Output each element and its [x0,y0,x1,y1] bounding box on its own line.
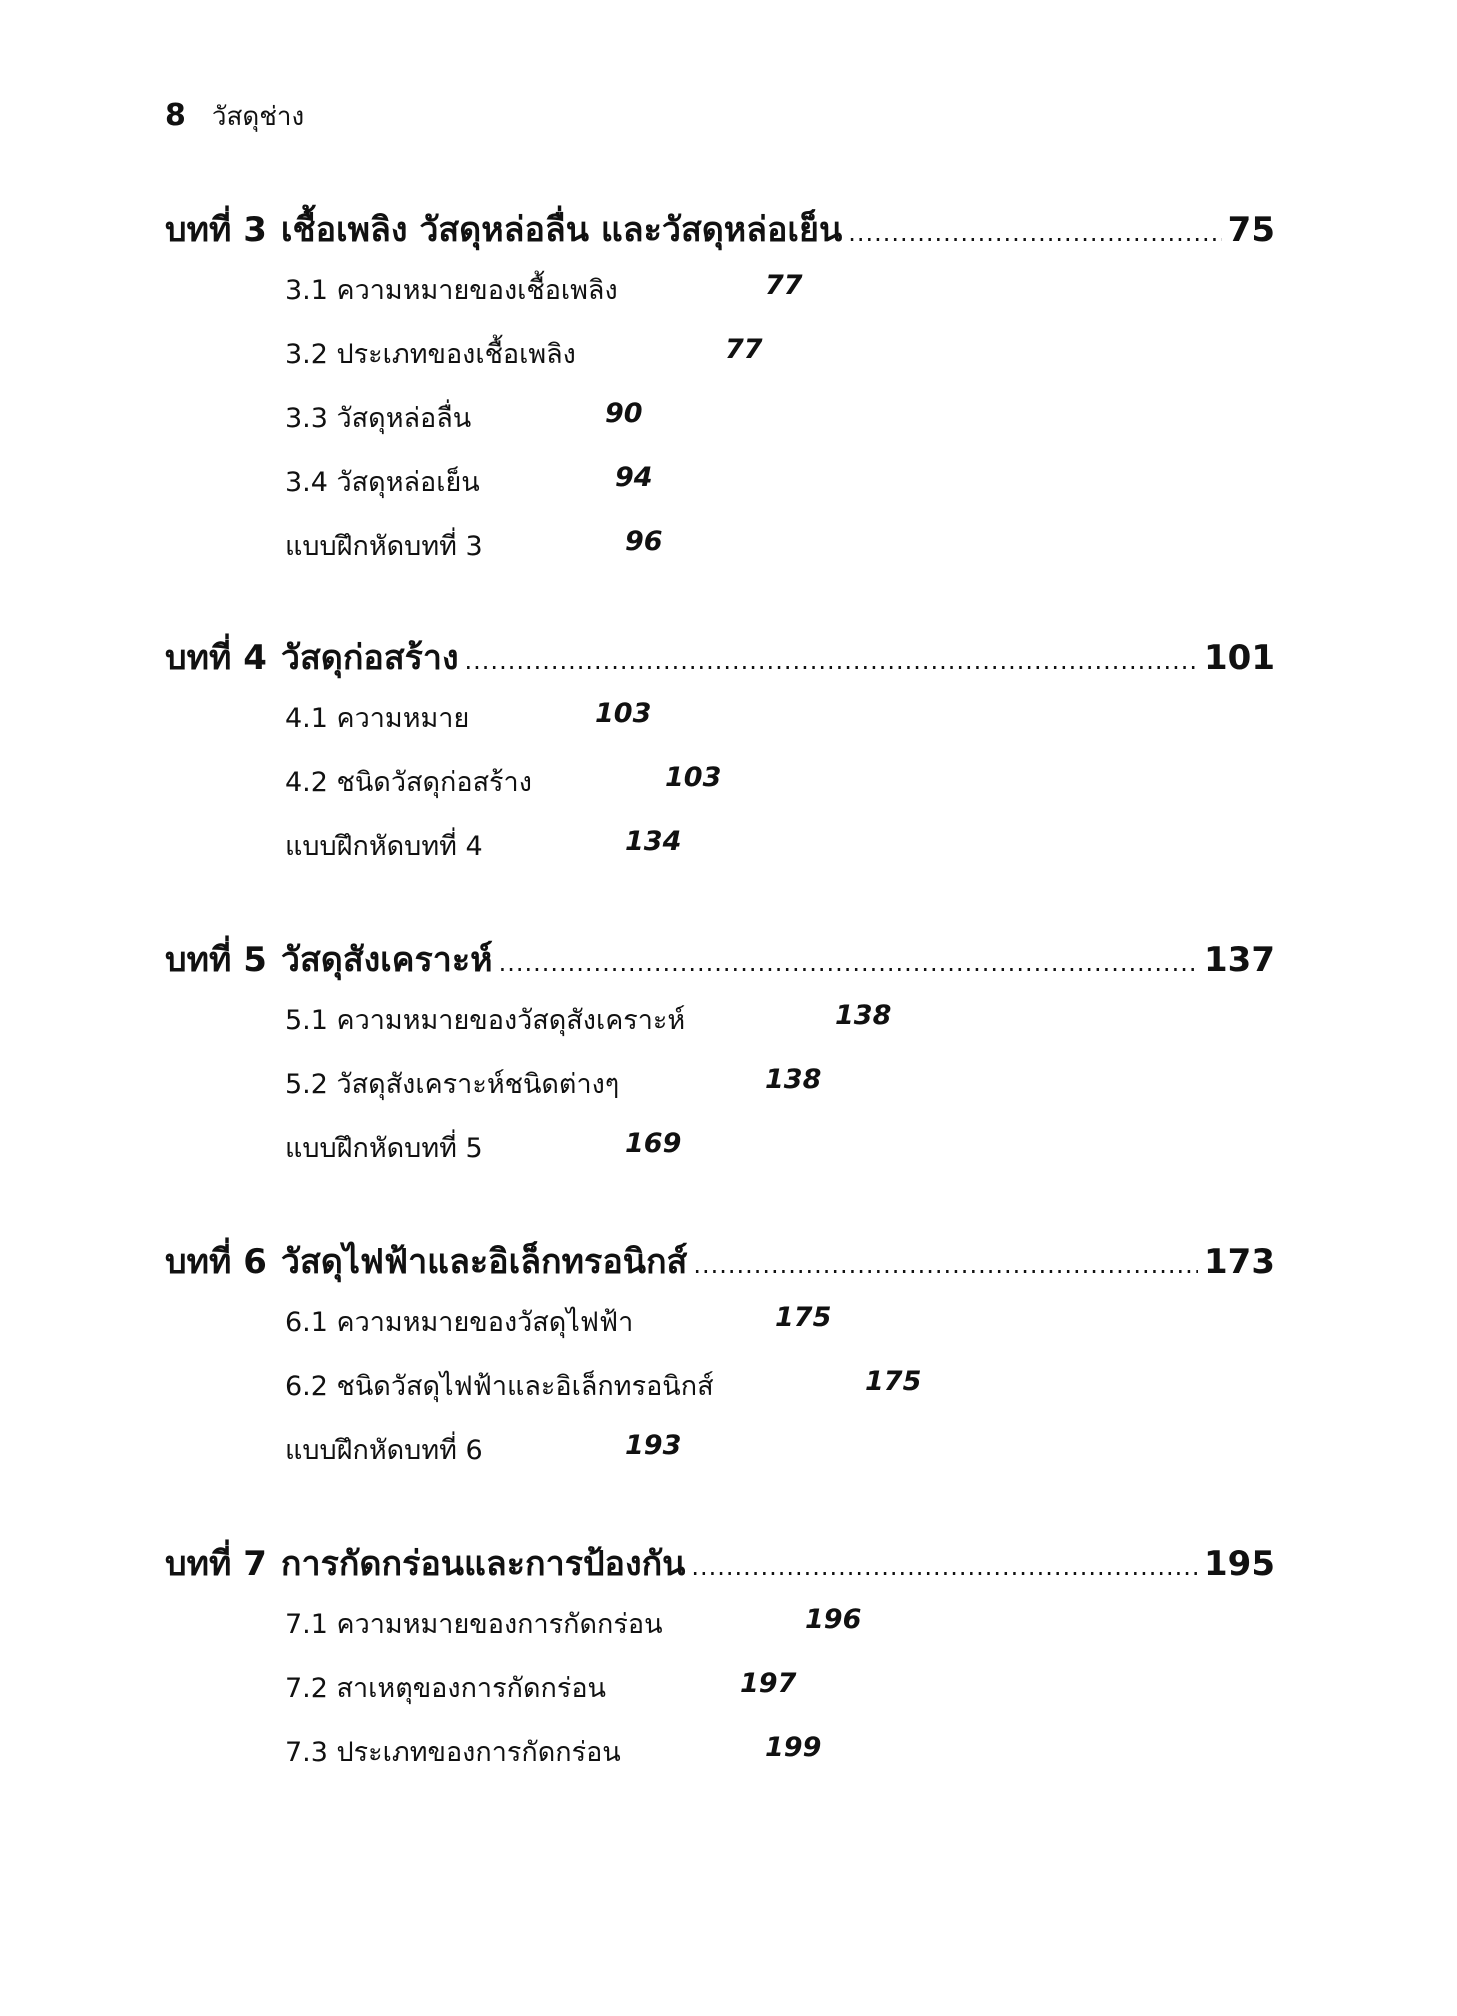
book-title: วัสดุช่าง [211,102,305,132]
chapter-heading[interactable] [165,940,1275,980]
entry-label: แบบฝึกหัดบทที่ 3 [285,531,483,562]
entry-page: 193 [625,1430,682,1461]
entry-page: 175 [865,1366,922,1397]
chapter-label: บทที่ 6 [165,1242,267,1282]
entry-label: 5.2 วัสดุสังเคราะห์ชนิดต่างๆ [285,1069,620,1100]
entry-label: 7.1 ความหมายของการกัดกร่อน [285,1609,663,1640]
entry-page: 175 [775,1302,832,1333]
chapter-page: 137 [1204,940,1275,980]
dot-leader [691,1547,1198,1587]
toc-entry[interactable] [165,1346,1275,1410]
entry-label: 7.3 ประเภทของการกัดกร่อน [285,1737,621,1768]
chapter-heading[interactable] [165,638,1275,678]
chapter-heading[interactable] [165,210,1275,250]
toc-entry[interactable] [165,1712,1275,1776]
entry-page: 138 [835,1000,892,1031]
dot-leader [693,1245,1198,1285]
chapter-label: บทที่ 5 [165,940,267,980]
chapter-6 [165,1242,1275,1474]
entry-label: แบบฝึกหัดบทที่ 5 [285,1133,483,1164]
chapter-3 [165,210,1275,570]
chapter-title: การกัดกร่อนและการป้องกัน [280,1544,686,1584]
entry-label: 6.2 ชนิดวัสดุไฟฟ้าและอิเล็กทรอนิกส์ [285,1371,714,1402]
dot-leader [848,213,1221,253]
page-number: 8 [165,98,186,133]
entry-label: แบบฝึกหัดบทที่ 6 [285,1435,483,1466]
toc-entry[interactable] [165,1282,1275,1346]
chapter-label: บทที่ 4 [165,638,267,678]
entry-page: 77 [765,270,803,301]
entry-label: 3.4 วัสดุหล่อเย็น [285,467,480,498]
chapter-page: 195 [1204,1544,1275,1584]
chapter-title: เชื้อเพลิง วัสดุหล่อลื่น และวัสดุหล่อเย็น [280,210,843,250]
chapter-page: 173 [1204,1242,1275,1282]
entry-label: 5.1 ความหมายของวัสดุสังเคราะห์ [285,1005,686,1036]
entry-page: 134 [625,826,682,857]
entry-label: 7.2 สาเหตุของการกัดกร่อน [285,1673,606,1704]
entry-label: 3.1 ความหมายของเชื้อเพลิง [285,275,618,306]
chapter-heading[interactable] [165,1242,1275,1282]
chapter-heading[interactable] [165,1544,1275,1584]
entry-page: 94 [615,462,653,493]
page-header [165,96,304,137]
entry-page: 96 [625,526,663,557]
toc-entry[interactable] [165,1584,1275,1648]
entry-label: 3.3 วัสดุหล่อลื่น [285,403,472,434]
entry-page: 169 [625,1128,682,1159]
chapter-label: บทที่ 3 [165,210,267,250]
entry-page: 199 [765,1732,822,1763]
toc-entry[interactable] [165,1648,1275,1712]
entry-page: 196 [805,1604,862,1635]
entry-page: 77 [725,334,763,365]
toc-entry[interactable] [165,442,1275,506]
toc-entry[interactable] [165,980,1275,1044]
chapter-title: วัสดุก่อสร้าง [280,638,459,678]
toc-entry[interactable] [165,250,1275,314]
entry-label: 4.2 ชนิดวัสดุก่อสร้าง [285,767,532,798]
entry-page: 90 [605,398,643,429]
entry-page: 197 [740,1668,797,1699]
chapter-5 [165,940,1275,1172]
entry-label: แบบฝึกหัดบทที่ 4 [285,831,483,862]
entry-label: 4.1 ความหมาย [285,703,470,734]
toc-entry[interactable] [165,678,1275,742]
chapter-page: 75 [1227,210,1275,250]
chapter-title: วัสดุสังเคราะห์ [280,940,493,980]
dot-leader [465,641,1198,681]
chapter-page: 101 [1204,638,1275,678]
chapter-4 [165,638,1275,870]
toc-entry[interactable] [165,806,1275,870]
entry-page: 103 [595,698,652,729]
toc-entry[interactable] [165,742,1275,806]
entry-label: 3.2 ประเภทของเชื้อเพลิง [285,339,576,370]
toc-entry[interactable] [165,378,1275,442]
toc-entry[interactable] [165,1108,1275,1172]
entry-page: 138 [765,1064,822,1095]
toc-entry[interactable] [165,1410,1275,1474]
entry-page: 103 [665,762,722,793]
chapter-title: วัสดุไฟฟ้าและอิเล็กทรอนิกส์ [280,1242,688,1282]
chapter-label: บทที่ 7 [165,1544,267,1584]
chapter-7 [165,1544,1275,1776]
toc-entry[interactable] [165,1044,1275,1108]
entry-label: 6.1 ความหมายของวัสดุไฟฟ้า [285,1307,634,1338]
dot-leader [499,943,1198,983]
toc-entry[interactable] [165,506,1275,570]
toc-entry[interactable] [165,314,1275,378]
